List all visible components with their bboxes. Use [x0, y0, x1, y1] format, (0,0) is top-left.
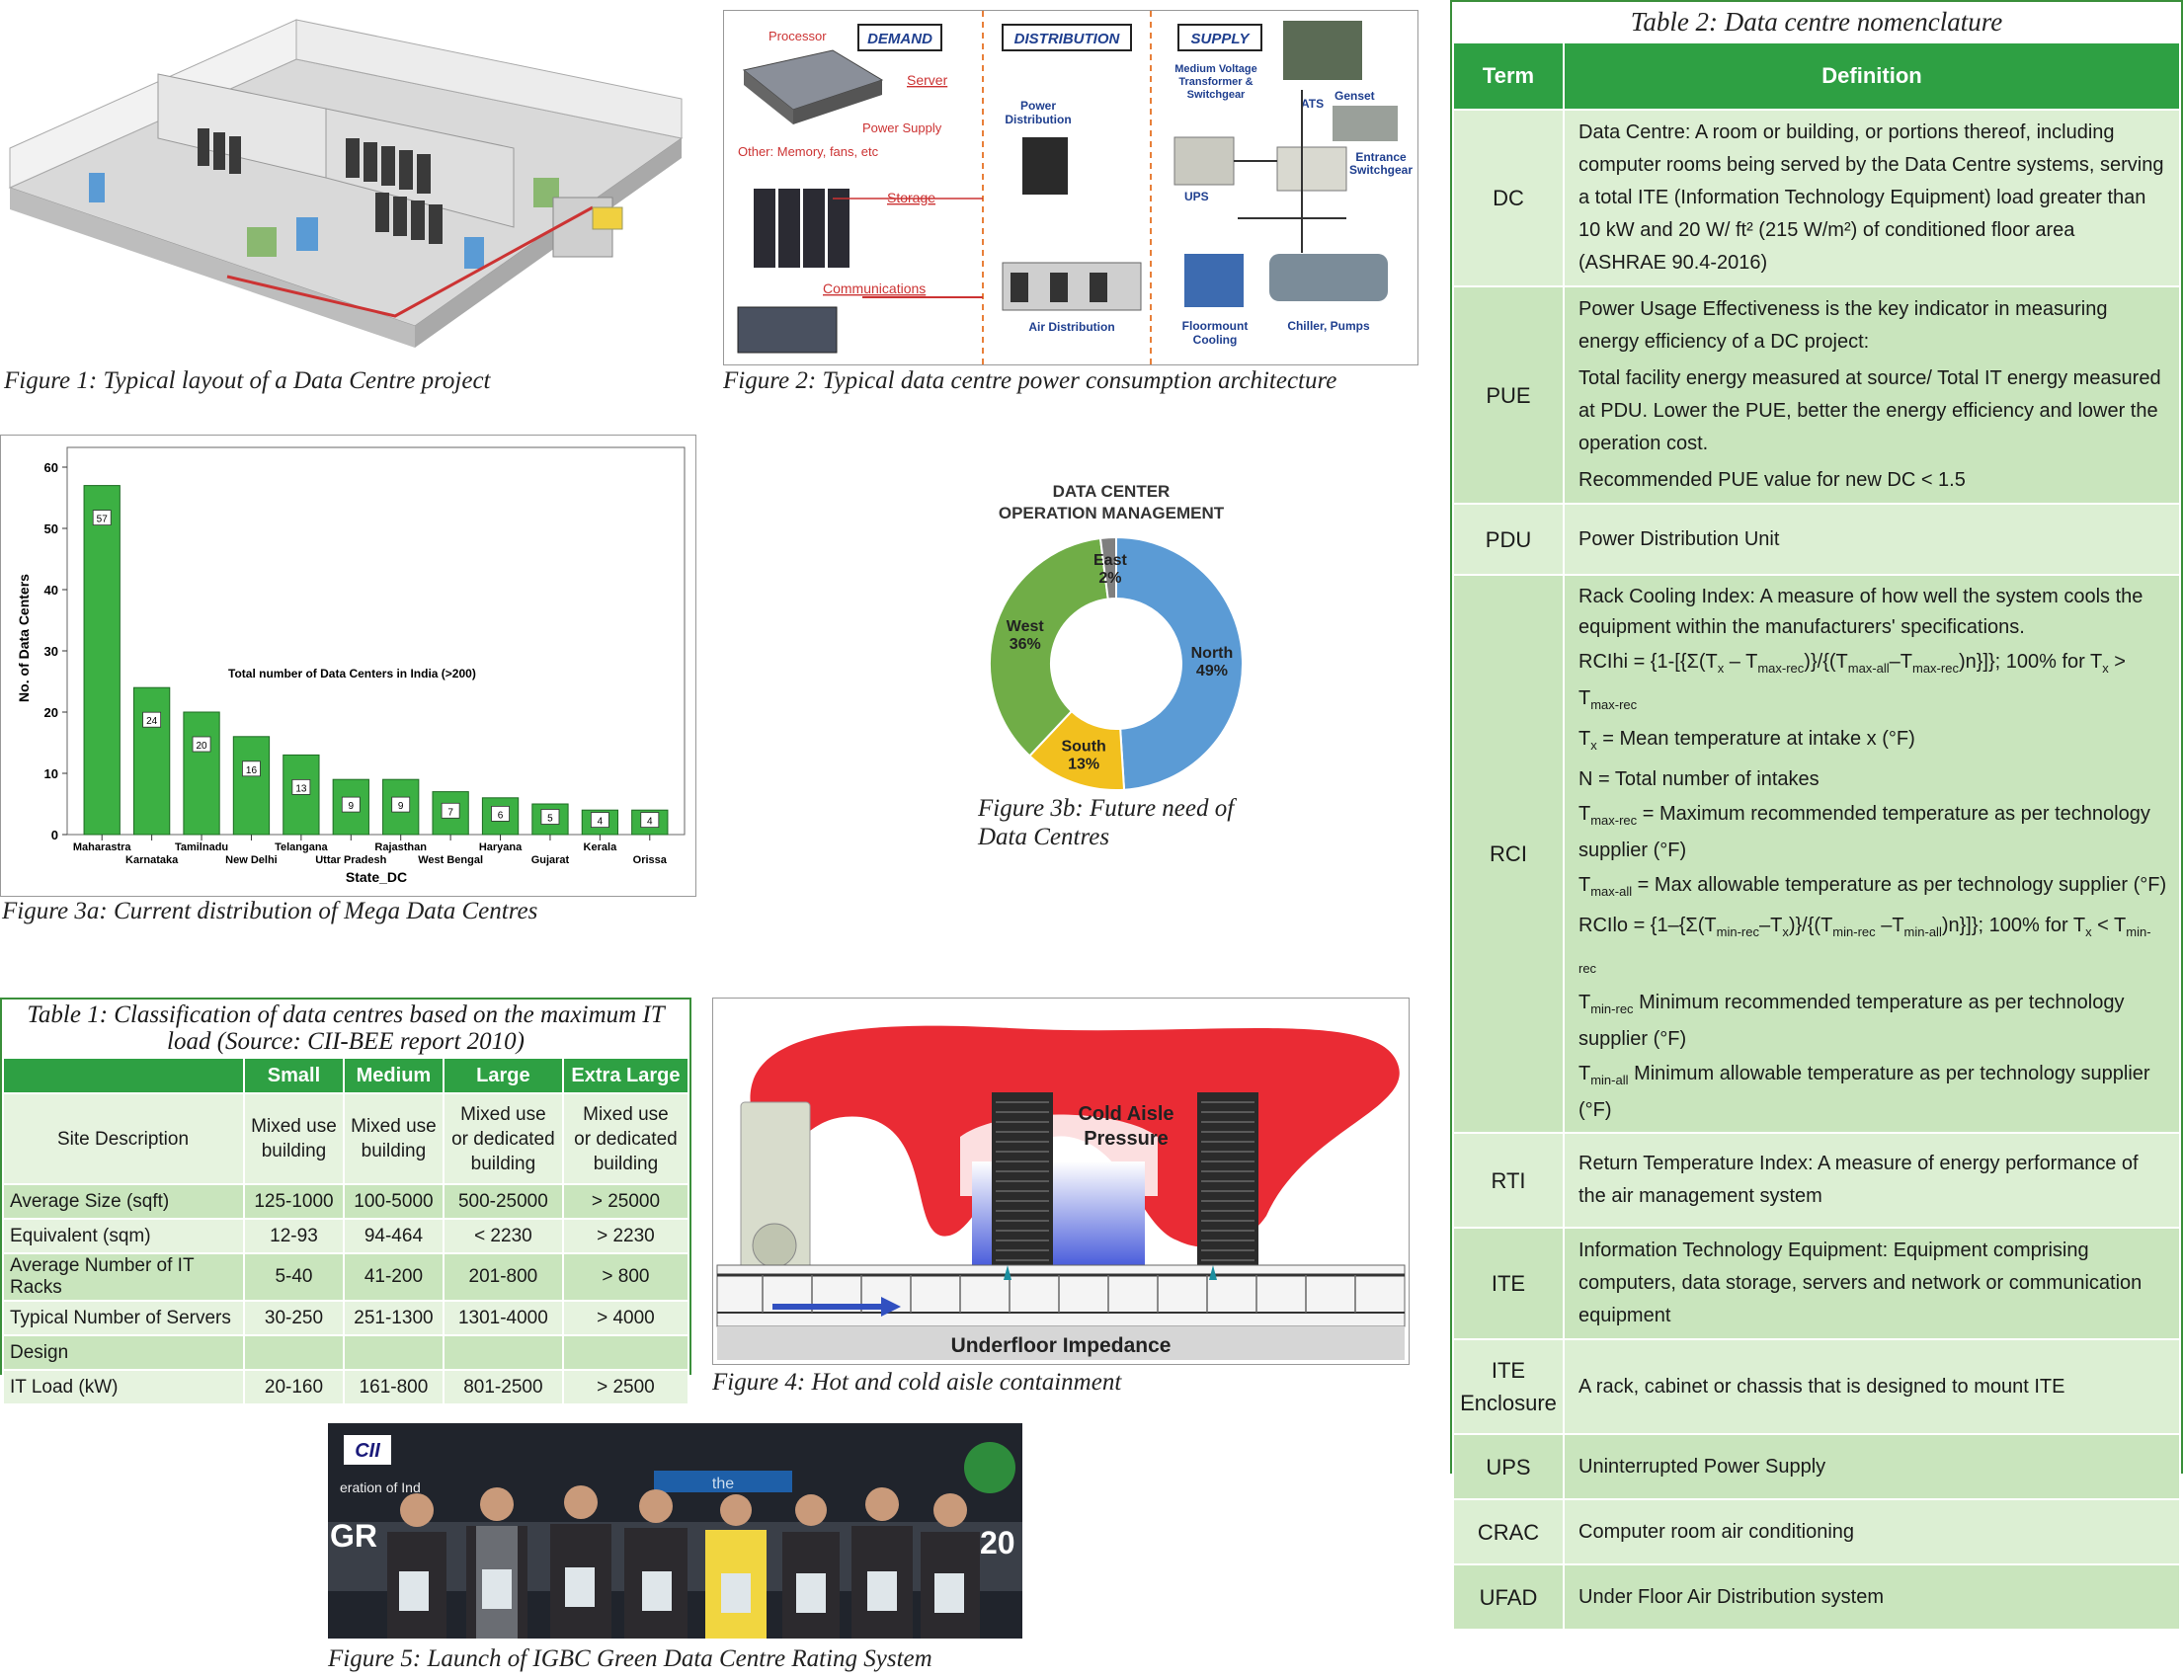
- x-tick-label: Telangana: [275, 841, 328, 853]
- donut-slice-value: 49%: [1195, 662, 1228, 680]
- figure5-photo: [328, 1423, 1022, 1639]
- table-row: Average Size (sqft) 125-1000 100-5000 500-25000 > 25000: [3, 1184, 688, 1219]
- svg-text:GR: GR: [330, 1518, 377, 1554]
- table2-title: Table 2: Data centre nomenclature: [1630, 7, 2003, 37]
- server-label: Server: [907, 72, 948, 88]
- bar-value-label: 4: [597, 816, 604, 828]
- table-row: Equivalent (sqm) 12-93 94-464 < 2230 > 2230: [3, 1219, 688, 1253]
- storage-label: Storage: [887, 190, 936, 205]
- bar-value-label: 7: [447, 807, 453, 819]
- table1-title: Table 1: Classification of data centres based on the maximum IT load (Source: CII-BEE report 2010): [27, 1001, 665, 1055]
- x-tick-label: Uttar Pradesh: [315, 854, 387, 866]
- entrance-switchgear-image: [1277, 147, 1346, 191]
- chart-annotation: Total number of Data Centers in India (>200): [228, 667, 476, 680]
- pdu-image: [1022, 137, 1068, 195]
- x-tick-label: Gujarat: [530, 854, 570, 866]
- table-row: DC Data Centre: A room or building, or portions thereof, including computer rooms being served by the Data Centre systems, serving a total ITE (Information Technology Equipment) load greater than 10 kW and 20 W/ ft² (215 W/m²) of conditioned floor area (ASHRAE 90.4-2016): [1453, 110, 2180, 286]
- table1-header-medium: Medium: [344, 1058, 444, 1093]
- donut-slice-value: 36%: [1009, 636, 1041, 654]
- donut-slice-value: 2%: [1098, 570, 1122, 588]
- y-tick-label: 40: [43, 583, 58, 598]
- bar-value-label: 16: [245, 764, 258, 776]
- table1-header: [3, 1058, 244, 1093]
- donut-slice-value: 13%: [1068, 756, 1100, 773]
- svg-text:Genset: Genset: [1335, 89, 1375, 103]
- x-tick-label: Orissa: [632, 854, 667, 866]
- x-tick-label: Tamilnadu: [174, 841, 229, 853]
- server-rack-right: [1197, 1092, 1258, 1275]
- figure3a-chart-frame: [0, 435, 696, 897]
- data-centre-layout-illustration: [0, 0, 691, 358]
- donut-title-1: DATA CENTER: [1052, 482, 1171, 501]
- figure3b-caption-line1: Figure 3b: Future need of: [978, 795, 1235, 822]
- svg-text:Medium Voltage: Medium Voltage: [1174, 63, 1257, 75]
- svg-text:ATS: ATS: [1301, 97, 1325, 111]
- x-tick-label: New Delhi: [225, 854, 278, 866]
- supply-header: SUPPLY: [1190, 31, 1250, 47]
- communications-image: [738, 307, 837, 353]
- svg-text:Floormount: Floormount: [1181, 319, 1249, 333]
- figure2-diagram: [723, 10, 1418, 365]
- transformer-image: [1283, 21, 1362, 80]
- rci-lo-formula: RCIlo = {$1-\{\Sigma(T_{min-rec}-T_x)\}/\{(T_{min-rec}$ $-T_{min-all})n$}]}; 100% for $T_x < T_{min-rec}$: [1578, 915, 2151, 976]
- x-axis-label: State_DC: [345, 869, 408, 885]
- table-row: CRAC Computer room air conditioning: [1453, 1499, 2180, 1564]
- bar-value-label: 13: [295, 783, 307, 795]
- table-row: Typical Number of Servers 30-250 251-1300 1301-4000 > 4000: [3, 1301, 688, 1335]
- table-row: RCI Rack Cooling Index: A measure of how well the system cools the equipment within the manufacturers' specifications. RCIhi = $\{1-[\{\Sigma(T_x - T_{max-rec})\}/\{(T_{max-all}-T_{max-rec})n\}]\}$; 100% for $T_x > T_{max-rec}$ $T_x$ = Mean temperature at intake x (°F) N = Total number of intakes $T_{max-rec}$ = Maximum recommended temperature as per technology supplier (°F) $T_{max-all}$ = Max allowable temperature as per technology supplier (°F) RCIlo = {$1-\{\Sigma(T_{min-rec}-T_x)\}/\{(T_{min-rec}$ $-T_{min-all})n$}]}; 100% for $T_x < T_{min-rec}$ $T_{min-rec}$ Minimum recommended temperature as per technology supplier (°F) $T_{min-all}$ Minimum allowable temperature as per technology supplier (°F): [1453, 575, 2180, 1133]
- x-tick-label: Rajasthan: [374, 841, 427, 853]
- table-row: RTI Return Temperature Index: A measure of energy performance of the air management system: [1453, 1133, 2180, 1228]
- figure2-caption: Figure 2: Typical data centre power consumption architecture: [723, 367, 1337, 394]
- air-distribution-image: [1003, 263, 1141, 310]
- svg-text:Transformer &: Transformer &: [1178, 76, 1254, 88]
- x-tick-label: Maharastra: [72, 841, 131, 853]
- figure3b-donut-chart: [978, 474, 1245, 790]
- rci-hi-formula: RCIhi = $\{1-[\{\Sigma(T_x - T_{max-rec})\}/\{(T_{max-all}-T_{max-rec})n\}]\}$; 100% for $T_x > T_{max-rec}$: [1578, 651, 2126, 712]
- figure1-image: [0, 0, 691, 358]
- svg-text:Switchgear: Switchgear: [1348, 163, 1414, 177]
- table-row: ITE Information Technology Equipment: Equipment comprising computers, data storage, servers and network or communication equipment: [1453, 1228, 2180, 1339]
- svg-text:the: the: [711, 1476, 735, 1492]
- x-tick-label: Haryana: [478, 841, 523, 853]
- y-tick-label: 50: [43, 521, 58, 536]
- table1-grid: [2, 1057, 689, 1405]
- table1: [0, 998, 691, 1398]
- bar: [233, 737, 269, 835]
- figure1-caption: Figure 1: Typical layout of a Data Centre project: [4, 367, 491, 394]
- svg-text:20: 20: [980, 1525, 1015, 1560]
- bar-value-label: 9: [348, 801, 355, 813]
- table-row: PUE Power Usage Effectiveness is the key indicator in measuring energy efficiency of a DC project: Total facility energy measured at source/ Total IT energy measured at PDU. Lower the PUE, better the energy efficiency and lower the operation cost. Recommended PUE value for new DC < 1.5: [1453, 286, 2180, 504]
- table-row: UPS Uninterrupted Power Supply: [1453, 1434, 2180, 1499]
- svg-text:Cooling: Cooling: [1192, 333, 1238, 347]
- svg-text:Power: Power: [1019, 99, 1057, 113]
- server-rack-left: [992, 1092, 1053, 1275]
- svg-text:eration of Ind: eration of Ind: [340, 1480, 421, 1495]
- communications-label: Communications: [823, 280, 927, 296]
- chiller-image: [1269, 254, 1388, 301]
- y-tick-label: 60: [43, 460, 58, 475]
- table2-header-definition: Definition: [1564, 42, 2180, 110]
- donut-slice-name: East: [1093, 552, 1127, 570]
- bar-value-label: 5: [547, 813, 553, 825]
- svg-text:UPS: UPS: [1184, 190, 1209, 203]
- figure4-diagram: [712, 998, 1410, 1365]
- bar-value-label: 20: [196, 741, 207, 752]
- donut-slice-name: South: [1061, 738, 1106, 756]
- figure4-caption: Figure 4: Hot and cold aisle containment: [712, 1369, 1122, 1396]
- bar-value-label: 24: [146, 716, 158, 728]
- svg-text:Air Distribution: Air Distribution: [1028, 320, 1115, 334]
- x-tick-label: Karnataka: [125, 854, 179, 866]
- table-row: IT Load (kW) 20-160 161-800 801-2500 > 2500: [3, 1370, 688, 1404]
- power-supply-label: Power Supply: [862, 120, 942, 135]
- table-row: PDU Power Distribution Unit: [1453, 504, 2180, 575]
- igbc-logo: [964, 1442, 1015, 1493]
- cold-aisle-label: Cold Aisle: [1078, 1103, 1174, 1125]
- donut-title-2: OPERATION MANAGEMENT: [998, 504, 1225, 522]
- table1-row-site: Site Description Mixed use building Mixed use building Mixed use or dedicated building Mixed use or dedicated building: [3, 1093, 688, 1184]
- table2-grid: [1452, 41, 2181, 1631]
- figure3b-caption-line2: Data Centres: [978, 824, 1110, 850]
- svg-text:Entrance: Entrance: [1355, 150, 1407, 164]
- demand-header: DEMAND: [867, 31, 932, 47]
- y-tick-label: 30: [43, 644, 58, 659]
- x-tick-label: West Bengal: [418, 854, 484, 866]
- other-label: Other: Memory, fans, etc: [738, 144, 879, 159]
- bar: [133, 687, 169, 835]
- svg-text:Switchgear: Switchgear: [1186, 89, 1246, 101]
- floormount-cooling-image: [1184, 254, 1244, 307]
- x-tick-label: Kerala: [583, 841, 617, 853]
- cold-aisle-label-2: Pressure: [1084, 1128, 1169, 1150]
- y-tick-label: 0: [50, 828, 58, 842]
- distribution-header: DISTRIBUTION: [1013, 31, 1120, 47]
- underfloor-label: Underfloor Impedance: [950, 1334, 1172, 1357]
- table-row: UFAD Under Floor Air Distribution system: [1453, 1564, 2180, 1630]
- donut-slice-name: West: [1006, 618, 1044, 636]
- storage-image: [754, 189, 849, 268]
- table-row: Average Number of IT Racks 5-40 41-200 201-800 > 800: [3, 1253, 688, 1301]
- table-row: Design: [3, 1335, 688, 1370]
- bar-value-label: 9: [397, 801, 404, 813]
- figure3b-donut-frame: [978, 474, 1245, 790]
- table1-header-small: Small: [244, 1058, 344, 1093]
- donut-slice-name: North: [1190, 644, 1234, 662]
- table1-header-extra-large: Extra Large: [563, 1058, 688, 1093]
- bar: [184, 712, 219, 835]
- y-tick-label: 10: [43, 766, 58, 781]
- table2-header-term: Term: [1453, 42, 1564, 110]
- bar-value-label: 4: [647, 816, 653, 828]
- figure3a-caption: Figure 3a: Current distribution of Mega Data Centres: [2, 898, 538, 924]
- bar-value-label: 57: [96, 514, 108, 525]
- figure3a-bar-chart: [1, 436, 695, 896]
- svg-text:CII: CII: [355, 1440, 380, 1462]
- table2: [1450, 0, 2183, 1610]
- bar-value-label: 6: [497, 810, 504, 822]
- processor-label: Processor: [768, 29, 827, 43]
- figure3b-caption: [978, 794, 1234, 851]
- bar: [84, 486, 120, 835]
- ups-image: [1174, 137, 1234, 185]
- y-axis-label: No. of Data Centers: [16, 574, 32, 702]
- genset-image: [1333, 106, 1398, 141]
- svg-text:Chiller, Pumps: Chiller, Pumps: [1287, 319, 1370, 333]
- y-tick-label: 20: [43, 705, 58, 720]
- figure5-caption: Figure 5: Launch of IGBC Green Data Centre Rating System: [328, 1645, 932, 1672]
- svg-text:Distribution: Distribution: [1005, 113, 1072, 126]
- table-row: ITE Enclosure A rack, cabinet or chassis that is designed to mount ITE: [1453, 1339, 2180, 1434]
- table1-header-large: Large: [444, 1058, 563, 1093]
